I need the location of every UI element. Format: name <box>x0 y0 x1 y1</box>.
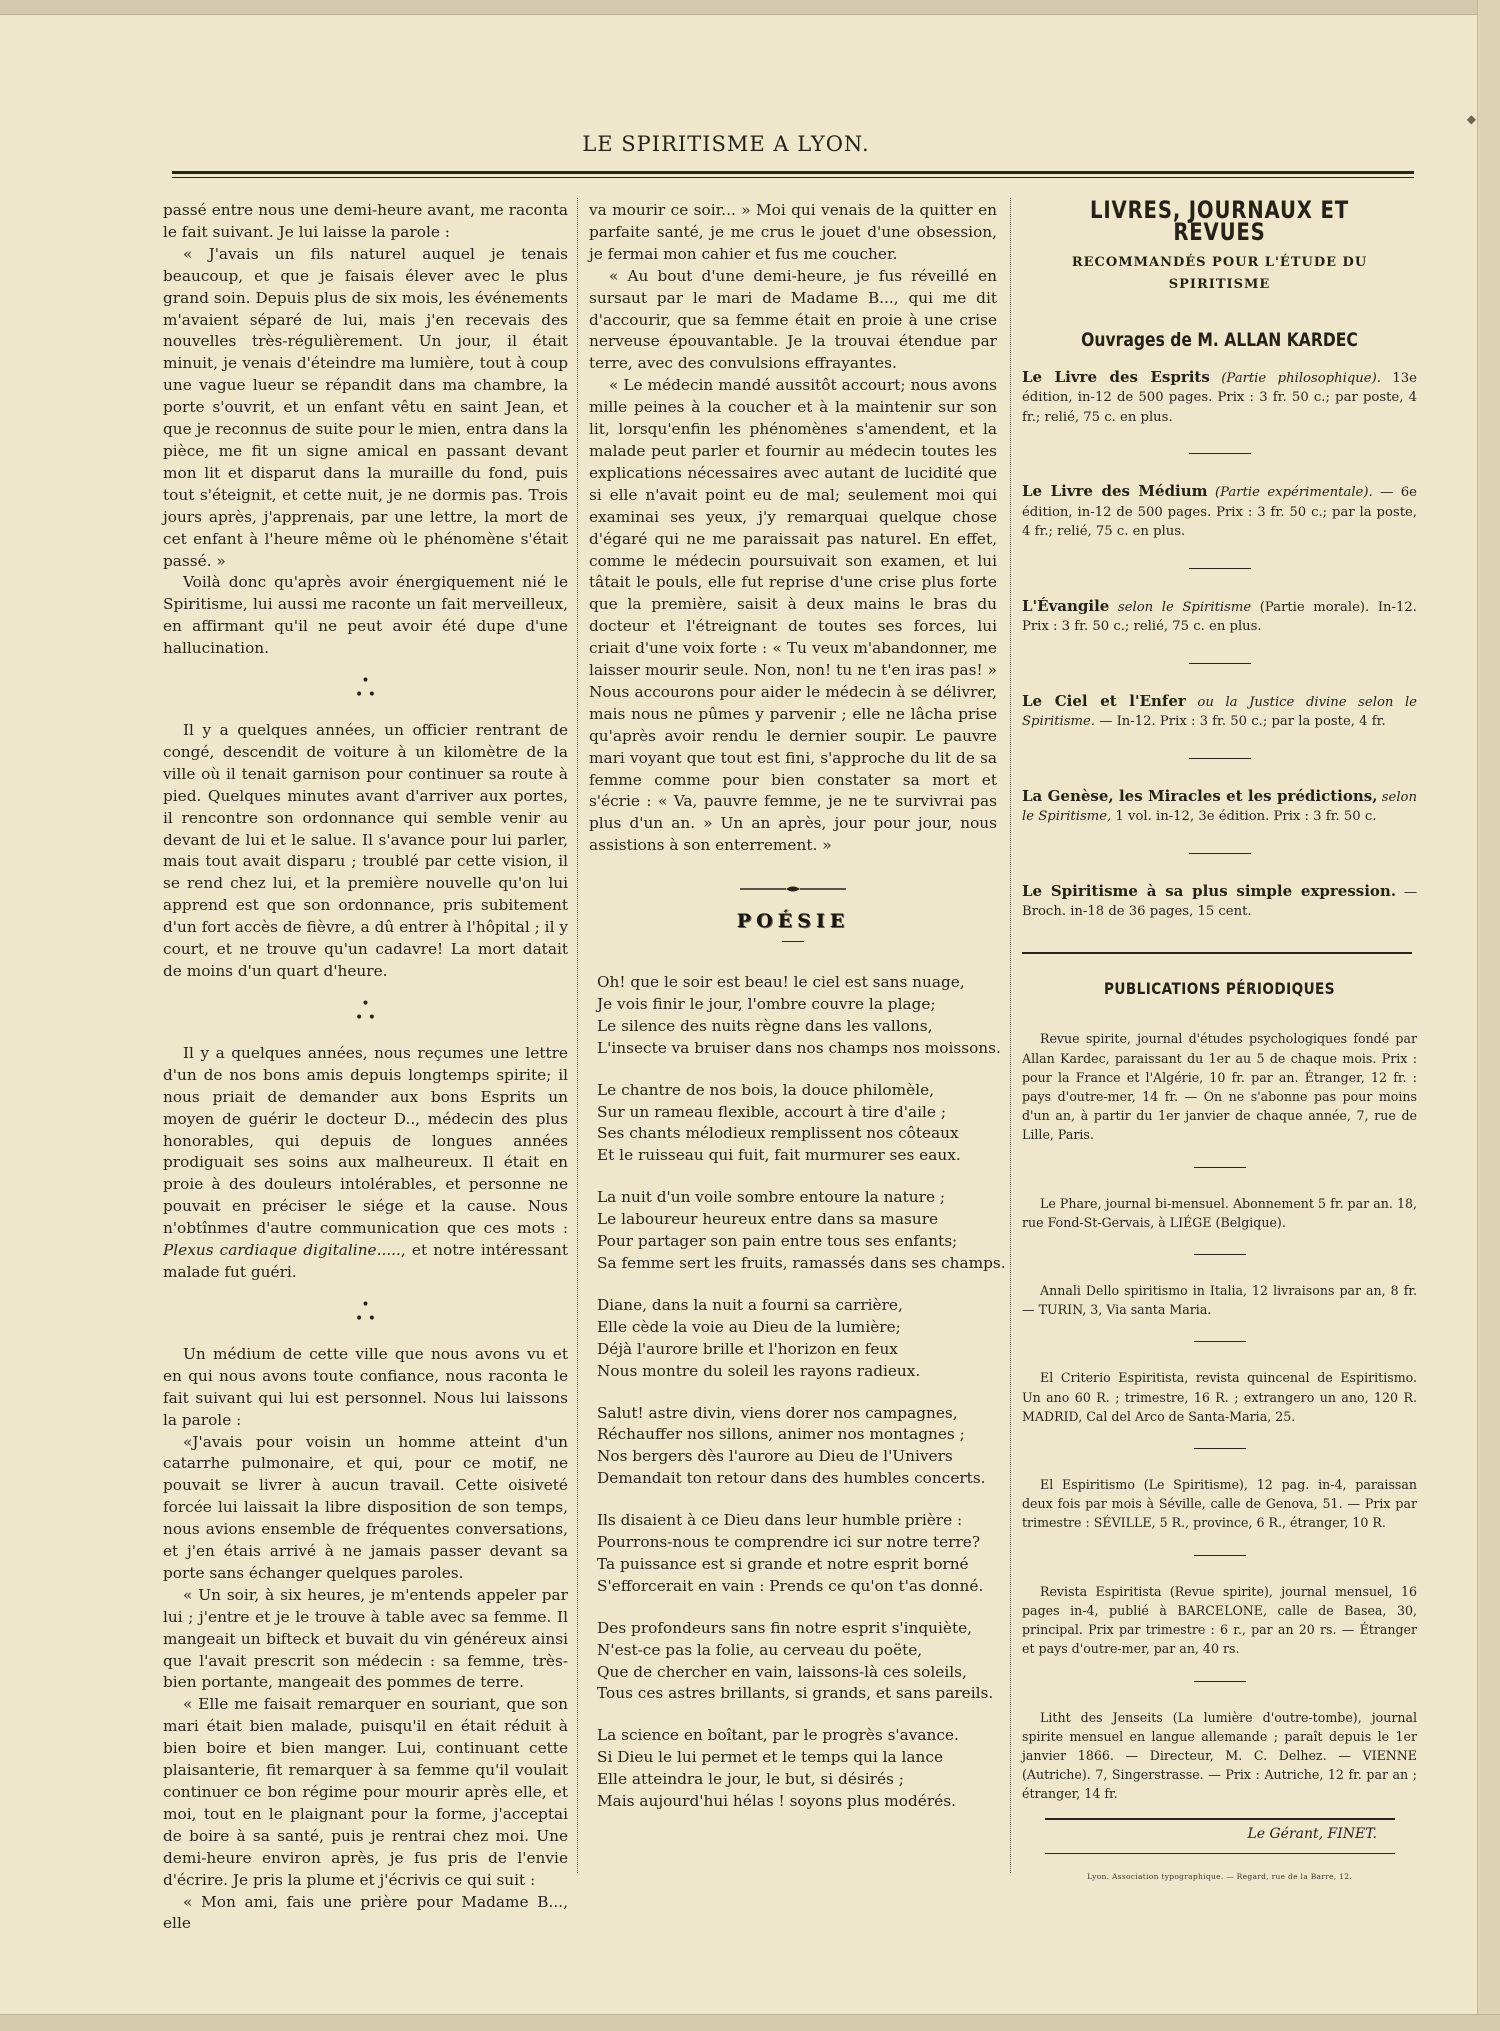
publication-entry: Revista Espiritista (Revue spirite), journal mensuel, 16 pages in-4, publié à BARCELONE, calle de Basea, 30, principal. Prix par trimestre : 6 r., par an 20 rs. — Étranger et pays d'outre-mer, par an, 40 rs. <box>1022 1583 1417 1657</box>
book-details: 13e édition, in-12 de 500 pages. Prix : 3 fr. 50 c.; par poste, 4 fr.; relié, 75 c. en plus. <box>1022 370 1417 425</box>
entry-separator <box>1194 1167 1246 1168</box>
paragraph: « Elle me faisait remarquer en souriant, que son mari était bien malade, puisqu'il en était réduit à bien boire et bien manger. Lui, continuant cette plaisanterie, fit remarquer à sa femme qu'il voulait continuer ce bon régime pour mourir après elle, et moi, tout en le plaignant pour la forme, j'acceptai de boire à sa santé, puis je rentrai chez moi. Une demi-heure environ après, je fus pris de l'envie d'écrire. Je pris la plume et j'écrivis ce qui suit : <box>163 1695 568 1889</box>
paragraph <box>163 1043 568 1284</box>
verse-line: Et le ruisseau qui fuit, fait murmurer ses eaux. <box>597 1146 961 1165</box>
entry-separator <box>1194 1681 1246 1682</box>
paragraph: Un médium de cette ville que nous avons vu et en qui nous avons toute confiance, nous raconta le fait suivant qui lui est personnel. Nous lui laissons la parole : <box>163 1344 568 1429</box>
verse-line: Mais aujourd'hui hélas ! soyons plus modérés. <box>597 1792 956 1811</box>
paragraph: passé entre nous une demi-heure avant, me raconta le fait suivant. Je lui laisse la parole : <box>163 201 568 241</box>
entry-separator <box>1189 853 1251 854</box>
paragraph: va mourir ce soir... » Moi qui venais de la quitter en parfaite santé, je me crus le jouet d'une obsession, je fermai mon cahier et fus me coucher. <box>589 201 997 263</box>
stanza <box>597 1725 997 1813</box>
verse-line: Demandait ton retour dans des humbles concerts. <box>597 1469 986 1488</box>
verse-line: La nuit d'un voile sombre entoure la nature ; <box>597 1188 946 1207</box>
verse-line: S'efforcerait en vain : Prends ce qu'on t'as donné. <box>597 1576 984 1595</box>
paragraph: « J'avais un fils naturel auquel je tenais beaucoup, et que je faisais élever avec le plus grand soin. Depuis plus de six mois, les événements m'avaient séparé de lui, mais j'en recevais des nouvelles très-régulièrement. Un jour, il était minuit, je venais d'éteindre ma lumière, tout à coup une vague lueur se répandit dans ma chambre, la porte s'ouvrit, et un enfant vêtu en saint Jean, et que je reconnus de suite pour le mien, entra dans la pièce, me fit un signe amical en passant devant mon lit et disparut dans la muraille du fond, puis tout s'éteignit, et cette nuit, je ne dormis pas. Trois jours après, j'apprenais, par une lettre, la mort de cet enfant à l'heure même où le phénomène s'était passé. » <box>163 244 568 570</box>
book-subtitle: (Partie expérimentale). <box>1214 485 1373 501</box>
verse-line: Des profondeurs sans fin notre esprit s'inquiète, <box>597 1618 973 1637</box>
publication-entry: Le Phare, journal bi-mensuel. Abonnement 5 fr. par an. 18, rue Fond-St-Gervais, à LIÉGE (Belgique). <box>1022 1195 1417 1230</box>
verse-line: Ta puissance est si grande et notre esprit borné <box>597 1554 969 1573</box>
book-subtitle: selon le Spiritisme, <box>1022 789 1417 825</box>
publication-entry: El Criterio Espiritista, revista quincenal de Espiritismo. Un ano 60 R. ; trimestre, 16 R. ; extrangero un ano, 120 R. MADRID, Cal del Arco de Santa-Maria, 25. <box>1022 1370 1417 1424</box>
paragraph: « Au bout d'une demi-heure, je fus réveillé en sursaut par le mari de Madame B..., qui me dit d'accourir, que sa femme était en proie à une crise nerveuse épouvantable. Je la trouvai étendue par terre, avec des convulsions effrayantes. <box>589 266 997 373</box>
column-3 <box>1022 196 1417 1890</box>
book-details: 1 vol. in-12, 3e édition. Prix : 3 fr. 50 c. <box>1115 809 1377 825</box>
publication-entry: Annali Dello spiritismo in Italia, 12 livraisons par an, 8 fr. — TURIN, 3, Via santa Maria. <box>1022 1283 1417 1318</box>
verse-line: Le silence des nuits règne dans les vallons, <box>597 1016 933 1035</box>
paragraph-text: , et notre intéressant malade fut guéri. <box>163 1241 568 1281</box>
verse-line: Nous montre du soleil les rayons radieux. <box>597 1361 921 1380</box>
asterism: • • • <box>355 673 376 704</box>
book-entry <box>1022 368 1417 428</box>
poem <box>589 972 1006 1813</box>
paragraph: « Un soir, à six heures, je m'entends appeler par lui ; j'entre et je le trouve à table avec sa femme. Il mangeait un bifteck et buvait du vin généreux ainsi que l'avait prescrit son médecin : sa femme, très-bien portante, mangeait des pommes de terre. <box>163 1585 568 1692</box>
publication-entry: El Espiritismo (Le Spiritisme), 12 pag. in-4, paraissan deux fois par mois à Séville, calle de Genova, 51. — Prix par trimestre : SÉVILLE, 5 R., province, 6 R., étranger, 10 R. <box>1022 1477 1417 1531</box>
margin-mark: ◆ <box>1466 112 1476 126</box>
running-head: LE SPIRITISME A LYON. <box>582 132 870 156</box>
scan-right-edge <box>1477 0 1500 2031</box>
footer-rule <box>1045 1818 1395 1820</box>
book-title: L'Évangile <box>1022 596 1110 615</box>
asterism: • • • <box>355 995 376 1026</box>
verse-line: Pour partager son pain entre tous ses enfants; <box>597 1232 958 1251</box>
book-entry <box>1022 787 1417 827</box>
section-subtitle: RECOMMANDÉS POUR L'ÉTUDE DU SPIRITISME <box>1071 254 1368 292</box>
verse-line: Ils disaient à ce Dieu dans leur humble prière : <box>597 1511 963 1530</box>
book-subtitle: selon le Spiritisme <box>1117 599 1252 615</box>
header-rule-thin <box>172 177 1414 178</box>
stanza <box>597 1510 997 1598</box>
verse-line: Sur un rameau flexible, accourt à tire d'aile ; <box>597 1102 946 1121</box>
paragraph: «J'avais pour voisin un homme atteint d'un catarrhe pulmonaire, et qui, pour ce motif, ne pouvait se livrer à aucun travail. Cette oisiveté forcée lui laissait la libre disposition de son temps, nous avions ensemble de fréquentes conversations, et j'en étais arrivé à ne jamais passer devant sa porte sans échanger quelques paroles. <box>163 1432 568 1582</box>
gerant-rule <box>1045 1853 1395 1854</box>
verse-line: N'est-ce pas la folie, au cerveau du poëte, <box>597 1640 923 1659</box>
entry-separator <box>1194 1555 1246 1556</box>
verse-line: Sa femme sert les fruits, ramassés dans ses champs. <box>597 1253 1006 1272</box>
verse-line: Elle atteindra le jour, le but, si désirés ; <box>597 1770 904 1789</box>
verse-line: Nos bergers dès l'aurore au Dieu de l'Univers <box>597 1447 953 1466</box>
column-divider-1 <box>577 198 579 1873</box>
entry-separator <box>1194 1254 1246 1255</box>
paragraph-text: Il y a quelques années, nous reçumes une lettre d'un de nos bons amis depuis longtemps spirite; il nous priait de demander aux bons Esprits un moyen de guérir le docteur D.., médecin des plus honorables, qui depuis de longues années prodiguait ses soins aux malheureux. Il était en proie à des douleurs intolérables, et personne ne pouvait en préciser le siége et la cause. Nous n'obtînmes d'autre communication que ces mots : <box>163 1043 568 1238</box>
verse-line: Le chantre de nos bois, la douce philomèle, <box>597 1080 935 1099</box>
paragraph: Il y a quelques années, un officier rentrant de congé, descendit de voiture à un kilomètre de la ville où il tenait garnison pour continuer sa route à pied. Quelques minutes avant d'arriver aux portes, il rencontre son ordonnance qui semble venir au devant de lui et le salue. Il s'avance pour lui parler, mais tout avait disparu ; troublé par cette vision, il se rend chez lui, et la première nouvelle qu'on lui apprend est que son ordonnance, pris subitement d'un fort accès de fièvre, a dû entrer à l'hôpital ; il y court, et ne trouve qu'un cadavre! La mort datait de moins d'un quart d'heure. <box>163 721 568 980</box>
book-entry <box>1022 692 1417 732</box>
stanza <box>597 1080 997 1168</box>
entry-separator <box>1189 453 1251 454</box>
stanza <box>597 1187 1006 1275</box>
verse-line: Le laboureur heureux entre dans sa masure <box>597 1210 939 1229</box>
poem-title: POÉSIE <box>736 910 850 933</box>
entry-separator <box>1194 1341 1246 1342</box>
verse-line: Je vois finir le jour, l'ombre couvre la plage; <box>597 994 936 1013</box>
entry-separator <box>1194 1448 1246 1449</box>
publication-entry: Revue spirite, journal d'études psychologiques fondé par Allan Kardec, paraissant du 1er au 5 de chaque mois. Prix : pour la France et l'Algérie, 10 fr. par an. Étranger, 12 fr. : pays d'outre-mer, 14 fr. — On ne s'abonne pas pour moins d'un an, à partir du 1er janvier de chaque année, 7, rue de Lille, Paris. <box>1022 1031 1417 1143</box>
verse-line: La science en boîtant, par le progrès s'avance. <box>597 1726 959 1745</box>
verse-line: Salut! astre divin, viens dorer nos campagnes, <box>597 1403 958 1422</box>
verse-line: Tous ces astres brillants, si grands, et sans pareils. <box>597 1684 994 1703</box>
paragraph: « Mon ami, fais une prière pour Madame B..., elle <box>163 1892 568 1933</box>
entry-separator <box>1189 568 1251 569</box>
verse-line: Ses chants mélodieux remplissent nos côteaux <box>597 1124 959 1143</box>
title-rule <box>782 941 804 942</box>
stanza <box>597 1618 997 1706</box>
entry-separator <box>1189 663 1251 664</box>
verse-line: Déjà l'aurore brille et l'horizon en feux <box>597 1339 898 1358</box>
verse-line: Oh! que le soir est beau! le ciel est sans nuage, <box>597 973 965 991</box>
italic-quote: Plexus cardiaque digitaline..... <box>163 1241 401 1260</box>
book-details: — In-12. Prix : 3 fr. 50 c.; par la poste, 4 fr. <box>1099 714 1386 730</box>
book-details: — 6e édition, in-12 de 500 pages. Prix : 3 fr. 50 c.; par la poste, 4 fr.; relié, 75 c. en plus. <box>1022 485 1417 540</box>
section-title: LIVRES, JOURNAUX ET REVUES <box>1090 196 1349 246</box>
kardec-heading: Ouvrages de M. ALLAN KARDEC <box>1081 328 1358 351</box>
stanza <box>597 1403 997 1491</box>
publication-entry: Litht des Jenseits (La lumière d'outre-tombe), journal spirite mensuel en langue allemande ; paraît depuis le 1er janvier 1866. — Directeur, M. C. Delhez. — VIENNE (Autriche). 7, Singerstrasse. — Prix : Autriche, 12 fr. par an ; étranger, 14 fr. <box>1022 1709 1417 1802</box>
book-list <box>1022 368 1417 922</box>
gerant-signature: Le Gérant, FINET. <box>1247 1825 1377 1842</box>
printer-imprint: Lyon. Association typographique. — Regard, rue de la Barre, 12. <box>1086 1872 1353 1882</box>
book-details: (Partie morale). In-12. Prix : 3 fr. 50 c.; relié, 75 c. en plus. <box>1022 599 1417 635</box>
publication-list <box>1022 1029 1417 1803</box>
scan-top-edge <box>0 0 1500 15</box>
column-1 <box>163 200 568 1933</box>
book-entry <box>1022 597 1417 637</box>
paragraph: Voilà donc qu'après avoir énergiquement nié le Spiritisme, lui aussi me raconte un fait merveilleux, en affirmant qu'il ne peut avoir été dupe d'une hallucination. <box>163 573 568 658</box>
scan-bottom-edge <box>0 2014 1500 2031</box>
book-title: Le Livre des Esprits <box>1022 367 1210 386</box>
book-details: — Broch. in-18 de 36 pages, 15 cent. <box>1022 884 1417 920</box>
book-entry <box>1022 882 1417 922</box>
book-title: La Genèse, les Miracles et les prédictions, <box>1022 786 1378 805</box>
publications-heading: PUBLICATIONS PÉRIODIQUES <box>1104 978 1335 998</box>
verse-line: Réchauffer nos sillons, animer nos montagnes ; <box>597 1425 965 1444</box>
book-title: Le Ciel et l'Enfer <box>1022 691 1186 710</box>
book-subtitle: (Partie philosophique). <box>1221 370 1381 386</box>
book-subtitle: ou la Justice divine selon le Spiritisme. <box>1022 694 1417 730</box>
column-2 <box>589 200 1006 1870</box>
verse-line: Si Dieu le lui permet et le temps qui la lance <box>597 1748 944 1767</box>
ornament-divider <box>589 879 997 901</box>
stanza <box>597 1295 997 1383</box>
book-title: Le Spiritisme à sa plus simple expression. <box>1022 881 1397 900</box>
verse-line: Pourrons-nous te comprendre ici sur notre terre? <box>597 1533 981 1552</box>
header-rule <box>172 171 1414 174</box>
verse-line: L'insecte va bruiser dans nos champs nos moissons. <box>597 1038 1001 1057</box>
stanza <box>597 972 1001 1060</box>
entry-separator <box>1189 758 1251 759</box>
book-entry <box>1022 482 1417 542</box>
book-title: Le Livre des Médium <box>1022 482 1208 501</box>
verse-line: Diane, dans la nuit a fourni sa carrière, <box>597 1295 903 1314</box>
verse-line: Elle cède la voie au Dieu de la lumière; <box>597 1317 901 1336</box>
paragraph: « Le médecin mandé aussitôt accourt; nous avons mille peines à la coucher et à la maintenir sur son lit, lorsqu'enfin les phénomènes s'amendent, et la malade peut parler et fournir au médecin toutes les explications nécessaires avec autant de lucidité que si elle n'avait point eu de mal; seulement moi qui examinai ses yeux, j'y remarquai quelque chose d'égaré qui ne me paraissait pas naturel. En effet, comme le médecin poursuivait son examen, et lui tâtait le pouls, elle fut reprise d'une crise plus forte que la première, saisit à deux mains le bras du docteur et l'étreignant de toutes ses forces, lui criait d'une voix forte : « Tu veux m'abandonner, me laisser mourir seule. Non, non! tu ne t'en iras pas! » Nous accourons pour aider le médecin à se délivrer, mais nous ne pûmes y parvenir ; elle ne lâcha prise qu'après avoir rendu le dernier soupir. Le pauvre mari voyant que tout est fini, s'approche du lit de sa femme comme pour bien constater sa mort et s'écrie : « Va, pauvre femme, je ne te survivrai pas plus d'un an. » Un an après, jour pour jour, nous assistions à son enterrement. » <box>589 376 997 855</box>
verse-line: Que de chercher en vain, laissons-là ces soleils, <box>597 1662 967 1681</box>
section-rule <box>1022 952 1412 954</box>
asterism: • • • <box>355 1296 376 1327</box>
column-divider-2 <box>1010 198 1012 1873</box>
